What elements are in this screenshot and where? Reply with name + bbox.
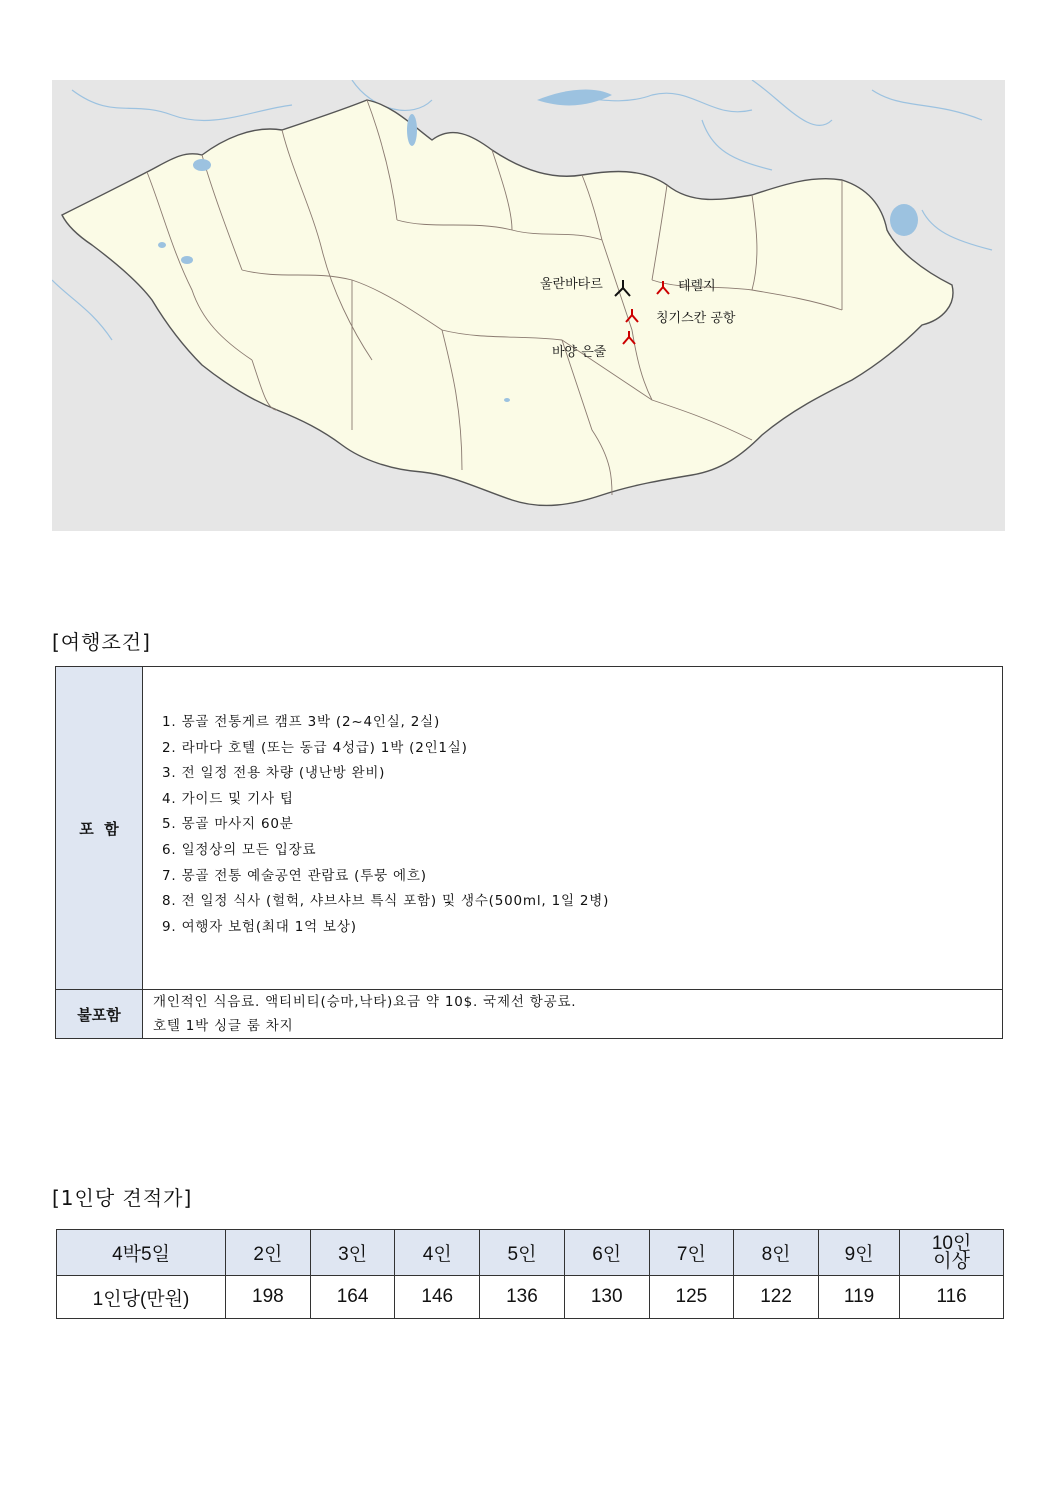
excluded-row [56, 990, 1003, 1039]
price-cell: 136 [480, 1276, 565, 1319]
price-cell: 130 [564, 1276, 649, 1319]
header-cell: 4인 [395, 1230, 480, 1276]
header-line: 10인 [931, 1232, 972, 1254]
price-header-row [57, 1230, 1004, 1276]
list-item: 5. 몽골 마사지 60분 [162, 816, 294, 833]
price-cell: 146 [395, 1276, 480, 1319]
price-title: [1인당 견적가] [52, 1186, 193, 1210]
ulaanbaatar-label: 울란바타르 [540, 277, 603, 292]
list-item: 2. 라마다 호텔 (또는 동급 4성급) 1박 (2인1실) [162, 739, 468, 756]
price-cell: 119 [818, 1276, 899, 1319]
row-label: 1인당(만원) [57, 1276, 226, 1319]
price-table [56, 1229, 1004, 1319]
list-item: 7. 몽골 전통 예술공연 관람료 (투뭉 에흐) [162, 867, 427, 884]
price-cell: 198 [226, 1276, 311, 1319]
conditions-title: [여행조건] [52, 630, 151, 654]
included-label: 포 함 [56, 667, 143, 990]
included-row [56, 667, 1003, 990]
header-cell-10-plus [900, 1230, 1004, 1276]
price-cell: 116 [900, 1276, 1004, 1319]
header-cell: 6인 [564, 1230, 649, 1276]
price-cell: 125 [649, 1276, 734, 1319]
header-cell: 2인 [226, 1230, 311, 1276]
excluded-line: 개인적인 식음료. 액티비티(승마,낙타)요금 약 10$. 국제선 항공료. [153, 994, 577, 1011]
included-list [144, 668, 1001, 988]
excluded-line: 호텔 1박 싱글 룸 차지 [153, 1018, 294, 1035]
header-cell: 4박5일 [57, 1230, 226, 1276]
airport-label: 칭기스칸 공항 [656, 311, 736, 326]
header-cell: 8인 [734, 1230, 819, 1276]
excluded-label: 불포함 [56, 990, 143, 1039]
header-cell: 7인 [649, 1230, 734, 1276]
list-item: 8. 전 일정 식사 (헐헉, 샤브샤브 특식 포함) 및 생수(500ml, 1일 2병) [162, 893, 610, 910]
list-item: 6. 일정상의 모든 입장료 [162, 841, 317, 858]
price-value-row [57, 1276, 1004, 1319]
list-item: 9. 여행자 보험(최대 1억 보상) [162, 918, 357, 935]
conditions-table [55, 666, 1003, 1039]
list-item: 3. 전 일정 전용 차량 (냉난방 완비) [162, 765, 386, 782]
terelj-label: 테렐지 [678, 279, 716, 294]
list-item: 4. 가이드 및 기사 팁 [162, 790, 294, 807]
excluded-cell [143, 990, 1003, 1039]
header-cell: 3인 [310, 1230, 395, 1276]
bayan-label: 바양 은줄 [552, 345, 607, 360]
mongolia-map [52, 80, 1005, 531]
header-cell: 9인 [818, 1230, 899, 1276]
price-cell: 122 [734, 1276, 819, 1319]
header-line: 이상 [933, 1250, 970, 1272]
list-item: 1. 몽골 전통게르 캠프 3박 (2~4인실, 2실) [162, 714, 441, 730]
header-cell: 5인 [480, 1230, 565, 1276]
price-cell: 164 [310, 1276, 395, 1319]
included-cell [143, 667, 1003, 990]
